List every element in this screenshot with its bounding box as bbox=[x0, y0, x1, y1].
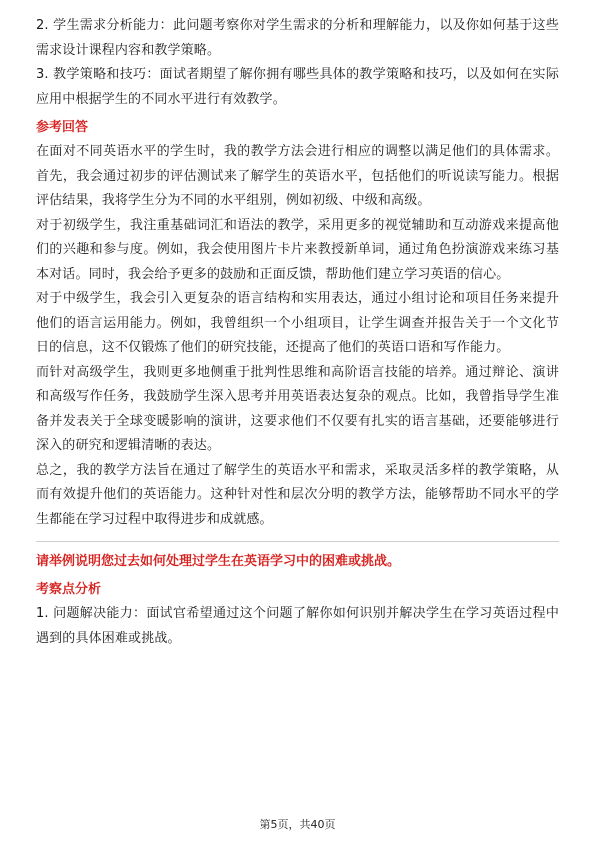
intro-point-3: 3. 教学策略和技巧：面试者期望了解你拥有哪些具体的教学策略和技巧，以及如何在实际应用中根据学生的不同水平进行有效教学。 bbox=[36, 67, 559, 107]
answer-paragraph: 在面对不同英语水平的学生时，我的教学方法会进行相应的调整以满足他们的具体需求。首先，我会通过初步的评估测试来了解学生的英语水平，包括他们的听说读写能力。根据评估结果，我将学生分为不同的水平组别，例如初级、中级和高级。 bbox=[36, 144, 559, 208]
reference-heading: 参考回答 bbox=[36, 120, 89, 135]
analysis-heading: 考察点分析 bbox=[36, 582, 102, 597]
answer-paragraph: 对于中级学生，我会引入更复杂的语言结构和实用表达，通过小组讨论和项目任务来提升他们的语言运用能力。例如，我曾组织一个小组项目，让学生调查并报告关于一个文化节日的信息，这不仅锻炼了他们的研究技能，还提高了他们的英语口语和写作能力。 bbox=[36, 291, 559, 355]
section-divider bbox=[36, 541, 559, 542]
page-footer: 第5页，共40页 bbox=[259, 818, 336, 831]
question-title: 请举例说明您过去如何处理过学生在英语学习中的困难或挑战。 bbox=[36, 554, 401, 569]
analysis-point-1: 1. 问题解决能力：面试官希望通过这个问题了解你如何识别并解决学生在学习英语过程中遇到的具体困难或挑战。 bbox=[36, 606, 559, 646]
answer-paragraph: 总之，我的教学方法旨在通过了解学生的英语水平和需求，采取灵活多样的教学策略，从而有效提升他们的英语能力。这种针对性和层次分明的教学方法，能够帮助不同水平的学生都能在学习过程中取得进步和成就感。 bbox=[36, 462, 559, 527]
answer-paragraph: 对于初级学生，我注重基础词汇和语法的教学，采用更多的视觉辅助和互动游戏来提高他们的兴趣和参与度。例如，我会使用图片卡片来教授新单词，通过角色扮演游戏来练习基本对话。同时，我会给予更多的鼓励和正面反馈，帮助他们建立学习英语的信心。 bbox=[36, 217, 559, 282]
answer-paragraph: 而针对高级学生，我则更多地侧重于批判性思维和高阶语言技能的培养。通过辩论、演讲和高级写作任务，我鼓励学生深入思考并用英语表达复杂的观点。比如，我曾指导学生准备并发表关于全球变暖影响的演讲，这要求他们不仅要有扎实的语言基础，还要能够进行深入的研究和逻辑清晰的表达。 bbox=[36, 364, 559, 453]
document-page bbox=[36, 14, 559, 651]
intro-point-2: 2. 学生需求分析能力：此问题考察你对学生需求的分析和理解能力，以及你如何基于这些需求设计课程内容和教学策略。 bbox=[36, 18, 559, 58]
